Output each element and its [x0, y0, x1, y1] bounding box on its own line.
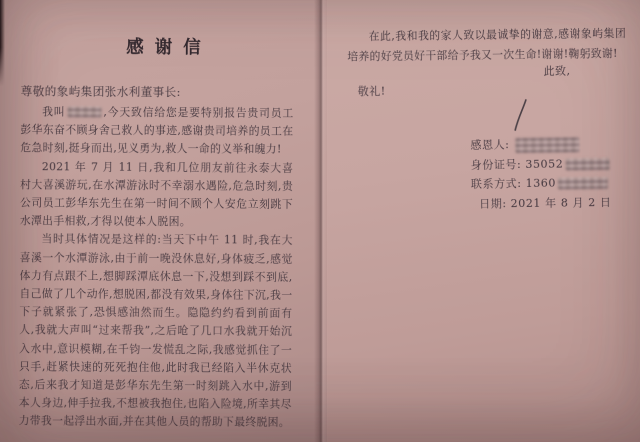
paragraph-3: 当时具体情况是这样的:当天下中午 11 时,我在大喜溪一个水潭游泳,由于前一晚没休息好,身体疲乏,感觉体力有点跟不上,想脚踩潭底休息一下,没想到踩不到底,自己做了几个动作,想脱困,都没有效果,身体往下沉,我一下子就紧张了,恐惧感油然而生。隐隐约约看到前面有人,我就大声叫“过来帮我”,之后呛了几口水我就开始沉入水中,意识模糊,在千钧一发慌乱之际,我感觉抓住了一只手,赶紧快速的死死抱住他,此时我已经陷入半休克状态,后来我才知道是彭华东先生第一时刻跳入水中,游到本人身边,伸手拉我,不想被我抱住,也陷入险境,所幸其尽力带我一起浮出水面,并在其他人员的帮助下最终脱困。: [18, 232, 293, 430]
photo-corner-shadow: [0, 0, 5, 86]
paragraph-1-lead: 我叫: [42, 105, 66, 119]
signer-row: [470, 134, 627, 155]
contact-row: [471, 173, 628, 194]
letter-page-2-content: [327, 0, 640, 215]
date-row: [479, 192, 628, 213]
handwritten-stroke: [510, 98, 532, 132]
paragraph-1: [20, 103, 293, 159]
salute-regards-line: 敬礼!: [357, 84, 386, 98]
redacted-name-blur: [67, 106, 101, 117]
redacted-id-blur: [565, 157, 609, 170]
id-visible-digits: 35052: [525, 156, 564, 171]
signer-label: 感恩人:: [470, 138, 510, 152]
signature-block: [470, 134, 628, 214]
id-row: [471, 153, 628, 174]
id-label: 身份证号:: [470, 157, 522, 172]
salutation-line: 尊敬的象屿集团张水利董事长:: [20, 84, 181, 99]
date-label: 日期:: [479, 196, 507, 211]
date-value: 2021 年 8 月 2 日: [510, 195, 612, 210]
paragraph-2: 2021 年 7 月 11 日,我和几位朋友前往永泰大喜村大喜溪游玩,在水潭游泳时不幸溺水遇险,危急时刻,贵公司员工彭华东先生在第一时间不顾个人安危立刻跳下水潭出手相救,才得以使本人脱困。: [19, 159, 294, 229]
letter-title: 感谢信: [126, 37, 212, 59]
paragraph-1-rest: ,今天致信给您是要特别报告贵司员工彭华东奋不顾身舍己救人的事迹,感谢贵司培养的员工在危急时刻,挺身而出,见义勇为,救人一命的义举和魄力!: [20, 105, 294, 157]
contact-label: 联系方式:: [470, 177, 522, 191]
redacted-phone-blur: [558, 177, 608, 190]
closing-paragraph: 在此,我和我的家人致以最诚挚的谢意,感谢象屿集团培养的好党员好干部给予我又一次生命!谢谢!鞠躬致谢!: [347, 26, 627, 64]
salute-close-line: 此致,: [543, 64, 571, 78]
redacted-signature-blur: [515, 137, 579, 153]
contact-visible-digits: 1360: [525, 176, 557, 190]
